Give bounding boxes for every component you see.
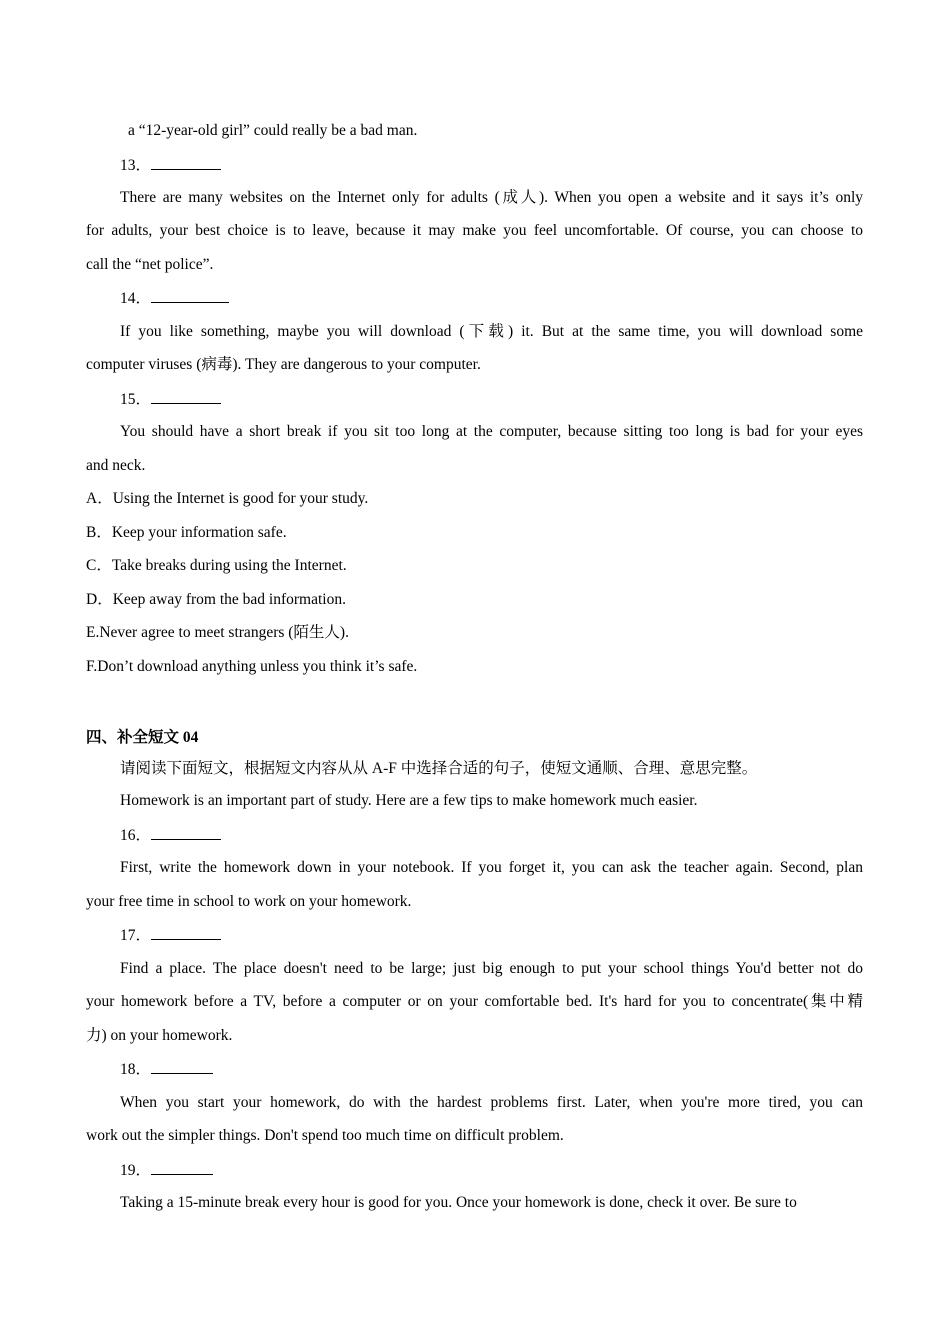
question-number: 13．: [120, 157, 152, 174]
passage-3-para-13-line-1: There are many websites on the Internet only for adults (成人). When you open a website and it says it’s only: [120, 189, 863, 206]
passage-3-para-15-line-1: You should have a short break if you sit too long at the computer, because sitting too long is bad for your eyes: [120, 423, 863, 440]
question-15-blank: [120, 389, 221, 410]
question-number: 15．: [120, 391, 152, 408]
passage-3-para-14-line-1: If you like something, maybe you will download (下载) it. But at the same time, you will download some: [120, 323, 863, 340]
question-18-blank: [120, 1059, 213, 1080]
answer-blank[interactable]: [151, 1160, 213, 1175]
passage-3-para-13-line-3: call the “net police”.: [86, 256, 214, 273]
question-number: 19．: [120, 1162, 152, 1179]
passage-4-intro: Homework is an important part of study. Here are a few tips to make homework much easier.: [120, 792, 698, 809]
passage-4-para-16-line-1: First, write the homework down in your notebook. If you forget it, you can ask the teacher again. Second, plan: [120, 859, 863, 876]
section-heading: 四、补全短文 04: [86, 729, 199, 746]
answer-blank[interactable]: [151, 288, 229, 303]
passage-4-para-18-line-1: When you start your homework, do with the hardest problems first. Later, when you're more tired, you can: [120, 1094, 863, 1111]
answer-blank[interactable]: [151, 155, 221, 170]
passage-3-line-a: a “12-year-old girl” could really be a bad man.: [128, 122, 418, 139]
option-f: F.Don’t download anything unless you think it’s safe.: [86, 658, 418, 675]
answer-blank[interactable]: [151, 1059, 213, 1074]
option-a: A．Using the Internet is good for your study.: [86, 490, 369, 507]
passage-4-para-18-line-2: work out the simpler things. Don't spend too much time on difficult problem.: [86, 1127, 564, 1144]
passage-3-para-13-line-2: for adults, your best choice is to leave, because it may make you feel uncomfortable. Of course, you can choose to: [86, 222, 863, 239]
answer-blank[interactable]: [151, 925, 221, 940]
passage-4-para-17-line-3: 力) on your homework.: [86, 1027, 233, 1044]
question-number: 18．: [120, 1061, 152, 1078]
passage-4-para-17-line-2: your homework before a TV, before a computer or on your comfortable bed. It's hard for you to concentrate(集中精: [86, 993, 863, 1010]
question-number: 16．: [120, 827, 152, 844]
answer-blank[interactable]: [151, 825, 221, 840]
option-e: E.Never agree to meet strangers (陌生人).: [86, 624, 349, 641]
question-16-blank: [120, 825, 221, 846]
question-14-blank: [120, 288, 229, 309]
option-c: C．Take breaks during using the Internet.: [86, 557, 347, 574]
passage-3-para-15-line-2: and neck.: [86, 457, 146, 474]
section-instructions: 请阅读下面短文，根据短文内容从从 A-F 中选择合适的句子，使短文通顺、合理、意思完整。: [120, 760, 758, 777]
question-number: 14．: [120, 290, 152, 307]
passage-3-para-14-line-2: computer viruses (病毒). They are dangerous to your computer.: [86, 356, 481, 373]
question-19-blank: [120, 1160, 213, 1181]
passage-4-para-19-line-1: Taking a 15-minute break every hour is good for you. Once your homework is done, check it over. Be sure to: [120, 1194, 797, 1211]
question-17-blank: [120, 925, 221, 946]
option-b: B．Keep your information safe.: [86, 524, 287, 541]
passage-4-para-17-line-1: Find a place. The place doesn't need to be large; just big enough to put your school things You'd better not do: [120, 960, 863, 977]
question-13-blank: [120, 155, 221, 176]
option-d: D．Keep away from the bad information.: [86, 591, 346, 608]
passage-4-para-16-line-2: your free time in school to work on your homework.: [86, 893, 412, 910]
question-number: 17．: [120, 927, 152, 944]
answer-blank[interactable]: [151, 389, 221, 404]
